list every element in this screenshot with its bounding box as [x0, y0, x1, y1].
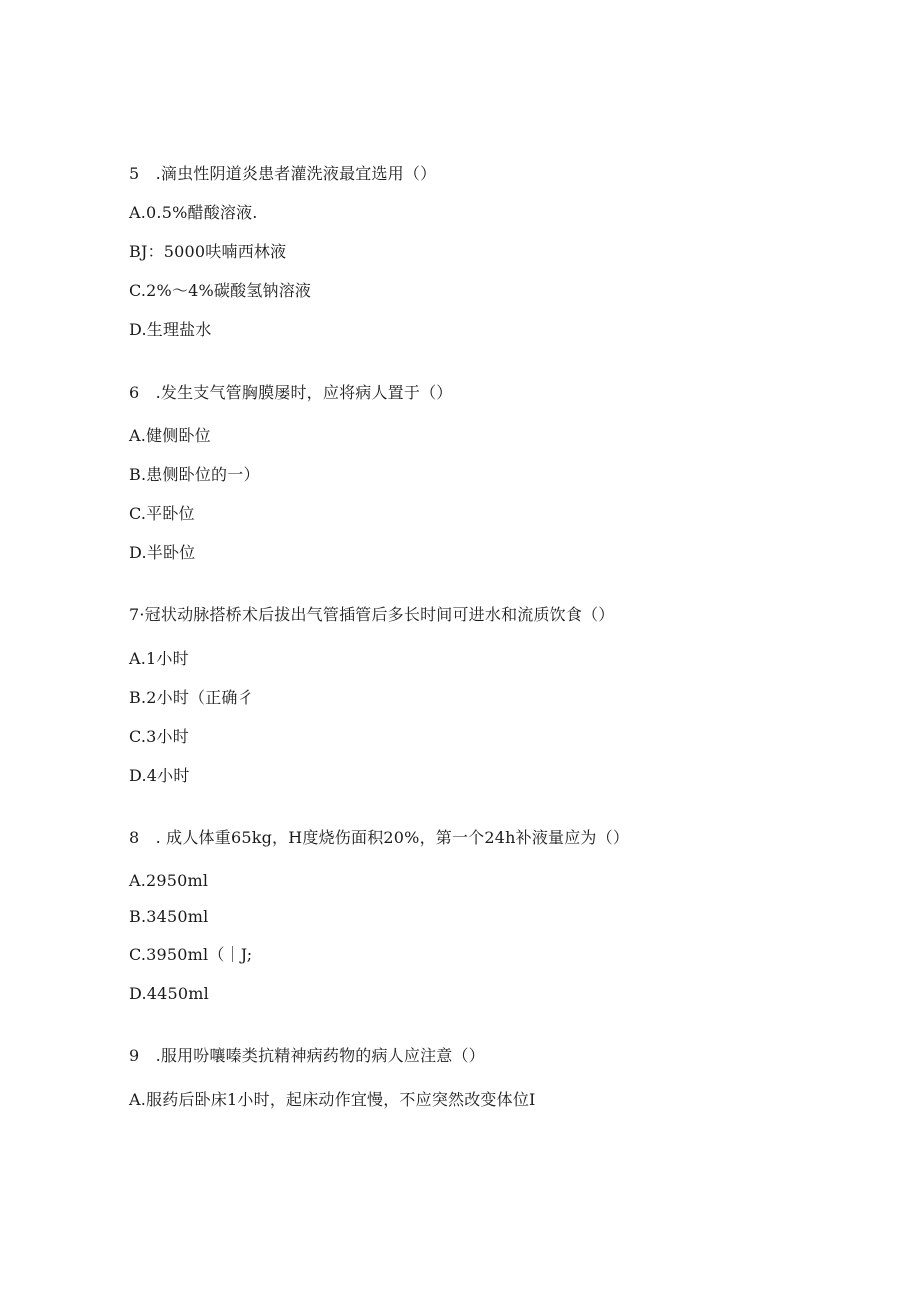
question-7-option-a: A.1小时: [129, 649, 189, 668]
question-6-option-d: D.半卧位: [129, 543, 196, 562]
question-7-option-c: C.3小时: [129, 727, 189, 746]
question-8-stem: 8 . 成人体重65kg，H度烧伤面积20%，第一个24h补液量应为（）: [129, 828, 630, 847]
question-7-option-d: D.4小时: [129, 766, 190, 785]
question-9-option-a: A.服药后卧床1小时，起床动作宜慢，不应突然改变体位I: [129, 1090, 536, 1109]
question-8-option-b: B.3450ml: [129, 907, 209, 926]
question-6-option-c: C.平卧位: [129, 504, 195, 523]
question-6-option-a: A.健侧卧位: [129, 426, 211, 445]
question-5-stem: 5 .滴虫性阴道炎患者灌洗液最宜选用（）: [129, 164, 437, 183]
question-5-option-c: C.2%～4%碳酸氢钠溶液: [129, 281, 312, 300]
question-5-option-b: BJ：5000呋喃西林液: [129, 242, 287, 261]
question-6-option-b: B.患侧卧位的一）: [129, 465, 260, 484]
question-5-option-a: A.0.5%醋酸溶液.: [129, 203, 258, 222]
question-8-option-c: C.3950ml（｜J;: [129, 945, 253, 964]
question-9-stem: 9 .服用吩嚷嗪类抗精神病药物的病人应注意（）: [129, 1046, 485, 1065]
question-5-option-d: D.生理盐水: [129, 320, 212, 339]
question-8-option-d: D.4450ml: [129, 984, 209, 1003]
question-7-stem: 7·冠状动脉搭桥术后拔出气管插管后多长时间可进水和流质饮食（）: [129, 605, 615, 624]
question-8-option-a: A.2950ml: [129, 871, 209, 890]
question-6-stem: 6 .发生支气管胸膜屡时，应将病人置于（）: [129, 383, 453, 402]
question-7-option-b: B.2小时（正确彳: [129, 688, 254, 707]
